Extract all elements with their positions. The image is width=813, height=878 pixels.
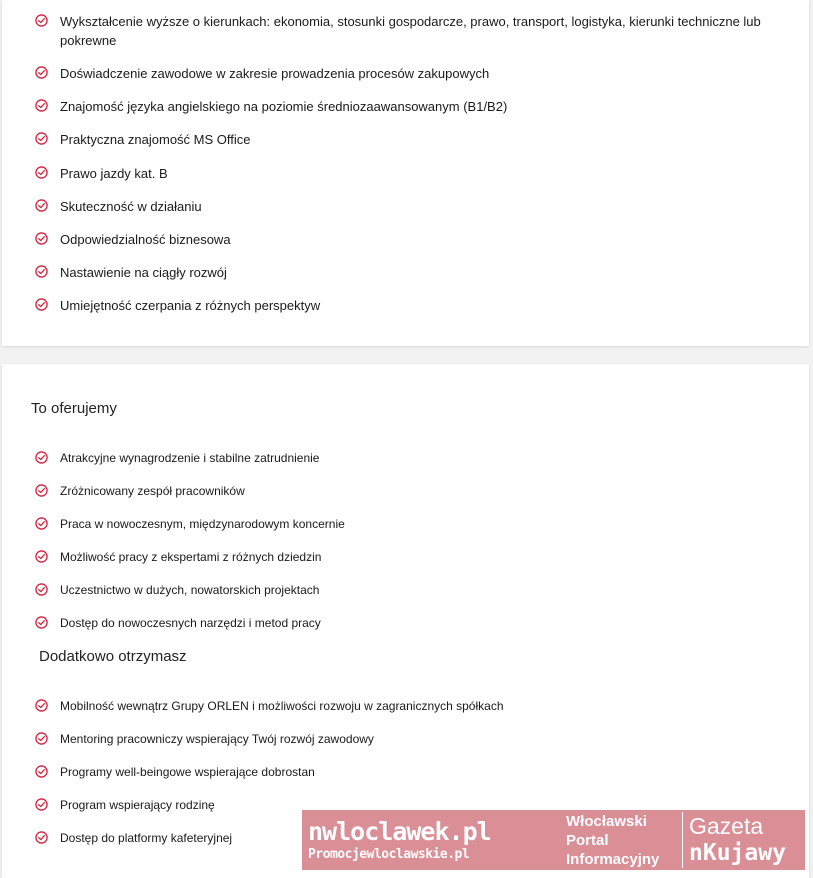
list-item-text: Atrakcyjne wynagrodzenie i stabilne zatrudnienie: [60, 451, 320, 465]
list-item: [35, 730, 789, 748]
list-item: [35, 449, 789, 467]
list-item-text: Znajomość języka angielskiego na poziomie średniozaawansowanym (B1/B2): [60, 99, 508, 114]
list-item-text: Mentoring pracowniczy wspierający Twój rozwój zawodowy: [60, 732, 374, 746]
list-item: [35, 614, 789, 632]
list-item-text: Skuteczność w działaniu: [60, 199, 202, 214]
watermark-site-secondary: Promocjewloclawskie.pl: [308, 847, 470, 862]
check-circle-icon: [35, 831, 48, 844]
list-item-text: Zróżnicowany zespół pracowników: [60, 484, 245, 498]
list-item-text: Uczestnictwo w dużych, nowatorskich projektach: [60, 583, 320, 597]
check-circle-icon: [35, 798, 48, 811]
list-item: [35, 130, 789, 149]
watermark-gazeta-name: nKujawy: [689, 840, 786, 866]
list-item-text: Nastawienie na ciągły rozwój: [60, 265, 227, 280]
check-circle-icon: [35, 199, 48, 212]
list-item-text: Program wspierający rodzinę: [60, 798, 215, 812]
check-circle-icon: [35, 265, 48, 278]
list-item: [35, 581, 789, 599]
list-item: [35, 230, 789, 249]
watermark-gazeta-title: Gazeta: [689, 813, 764, 839]
watermark-gazeta: [689, 810, 805, 870]
watermark-portal-line: Włocławski: [566, 812, 647, 830]
list-item: [35, 12, 789, 50]
list-item: [35, 697, 789, 715]
check-circle-icon: [35, 298, 48, 311]
list-item: [35, 548, 789, 566]
list-item: [35, 515, 789, 533]
check-circle-icon: [35, 732, 48, 745]
list-item-text: Możliwość pracy z ekspertami z różnych dziedzin: [60, 550, 322, 564]
list-item-text: Doświadczenie zawodowe w zakresie prowadzenia procesów zakupowych: [60, 66, 490, 81]
list-item-text: Praca w nowoczesnym, międzynarodowym koncernie: [60, 517, 345, 531]
list-item-text: Umiejętność czerpania z różnych perspektyw: [60, 298, 321, 313]
watermark-portal-line: Portal: [566, 831, 609, 849]
list-item-text: Dostęp do nowoczesnych narzędzi i metod pracy: [60, 616, 321, 630]
list-item-text: Prawo jazdy kat. B: [60, 166, 168, 181]
check-circle-icon: [35, 484, 48, 497]
list-item-text: Wykształcenie wyższe o kierunkach: ekonomia, stosunki gospodarcze, prawo, transport, logistyka, kierunki techniczne lub pokrewne: [60, 14, 761, 48]
check-circle-icon: [35, 232, 48, 245]
watermark-banner: [302, 810, 805, 870]
list-item-text: Dostęp do platformy kafeteryjnej: [60, 831, 233, 845]
check-circle-icon: [35, 550, 48, 563]
list-item: [35, 197, 789, 216]
check-circle-icon: [35, 765, 48, 778]
check-circle-icon: [35, 132, 48, 145]
list-item-text: Odpowiedzialność biznesowa: [60, 232, 231, 247]
check-circle-icon: [35, 699, 48, 712]
list-item-text: Programy well-beingowe wspierające dobrostan: [60, 765, 315, 779]
watermark-portal-line: Informacyjny: [566, 850, 660, 868]
offer-title: To oferujemy: [31, 400, 117, 417]
list-item: [35, 482, 789, 500]
list-item-text: Praktyczna znajomość MS Office: [60, 132, 251, 147]
offer-card: [2, 364, 809, 878]
watermark-site: nwloclawek.pl: [308, 817, 491, 846]
list-item-text: Mobilność wewnątrz Grupy ORLEN i możliwości rozwoju w zagranicznych spółkach: [60, 699, 504, 713]
check-circle-icon: [35, 14, 48, 27]
check-circle-icon: [35, 66, 48, 79]
list-item: [35, 164, 789, 183]
check-circle-icon: [35, 517, 48, 530]
watermark-brand: [302, 810, 566, 870]
list-item: [35, 763, 789, 781]
watermark-divider: [682, 812, 683, 868]
check-circle-icon: [35, 451, 48, 464]
check-circle-icon: [35, 583, 48, 596]
list-item: [35, 263, 789, 282]
list-item: [35, 97, 789, 116]
check-circle-icon: [35, 99, 48, 112]
extra-title: Dodatkowo otrzymasz: [39, 648, 187, 665]
list-item: [35, 296, 789, 315]
watermark-portal: [566, 810, 680, 870]
list-item: [35, 64, 789, 83]
check-circle-icon: [35, 616, 48, 629]
requirements-card: [2, 0, 809, 346]
check-circle-icon: [35, 166, 48, 179]
